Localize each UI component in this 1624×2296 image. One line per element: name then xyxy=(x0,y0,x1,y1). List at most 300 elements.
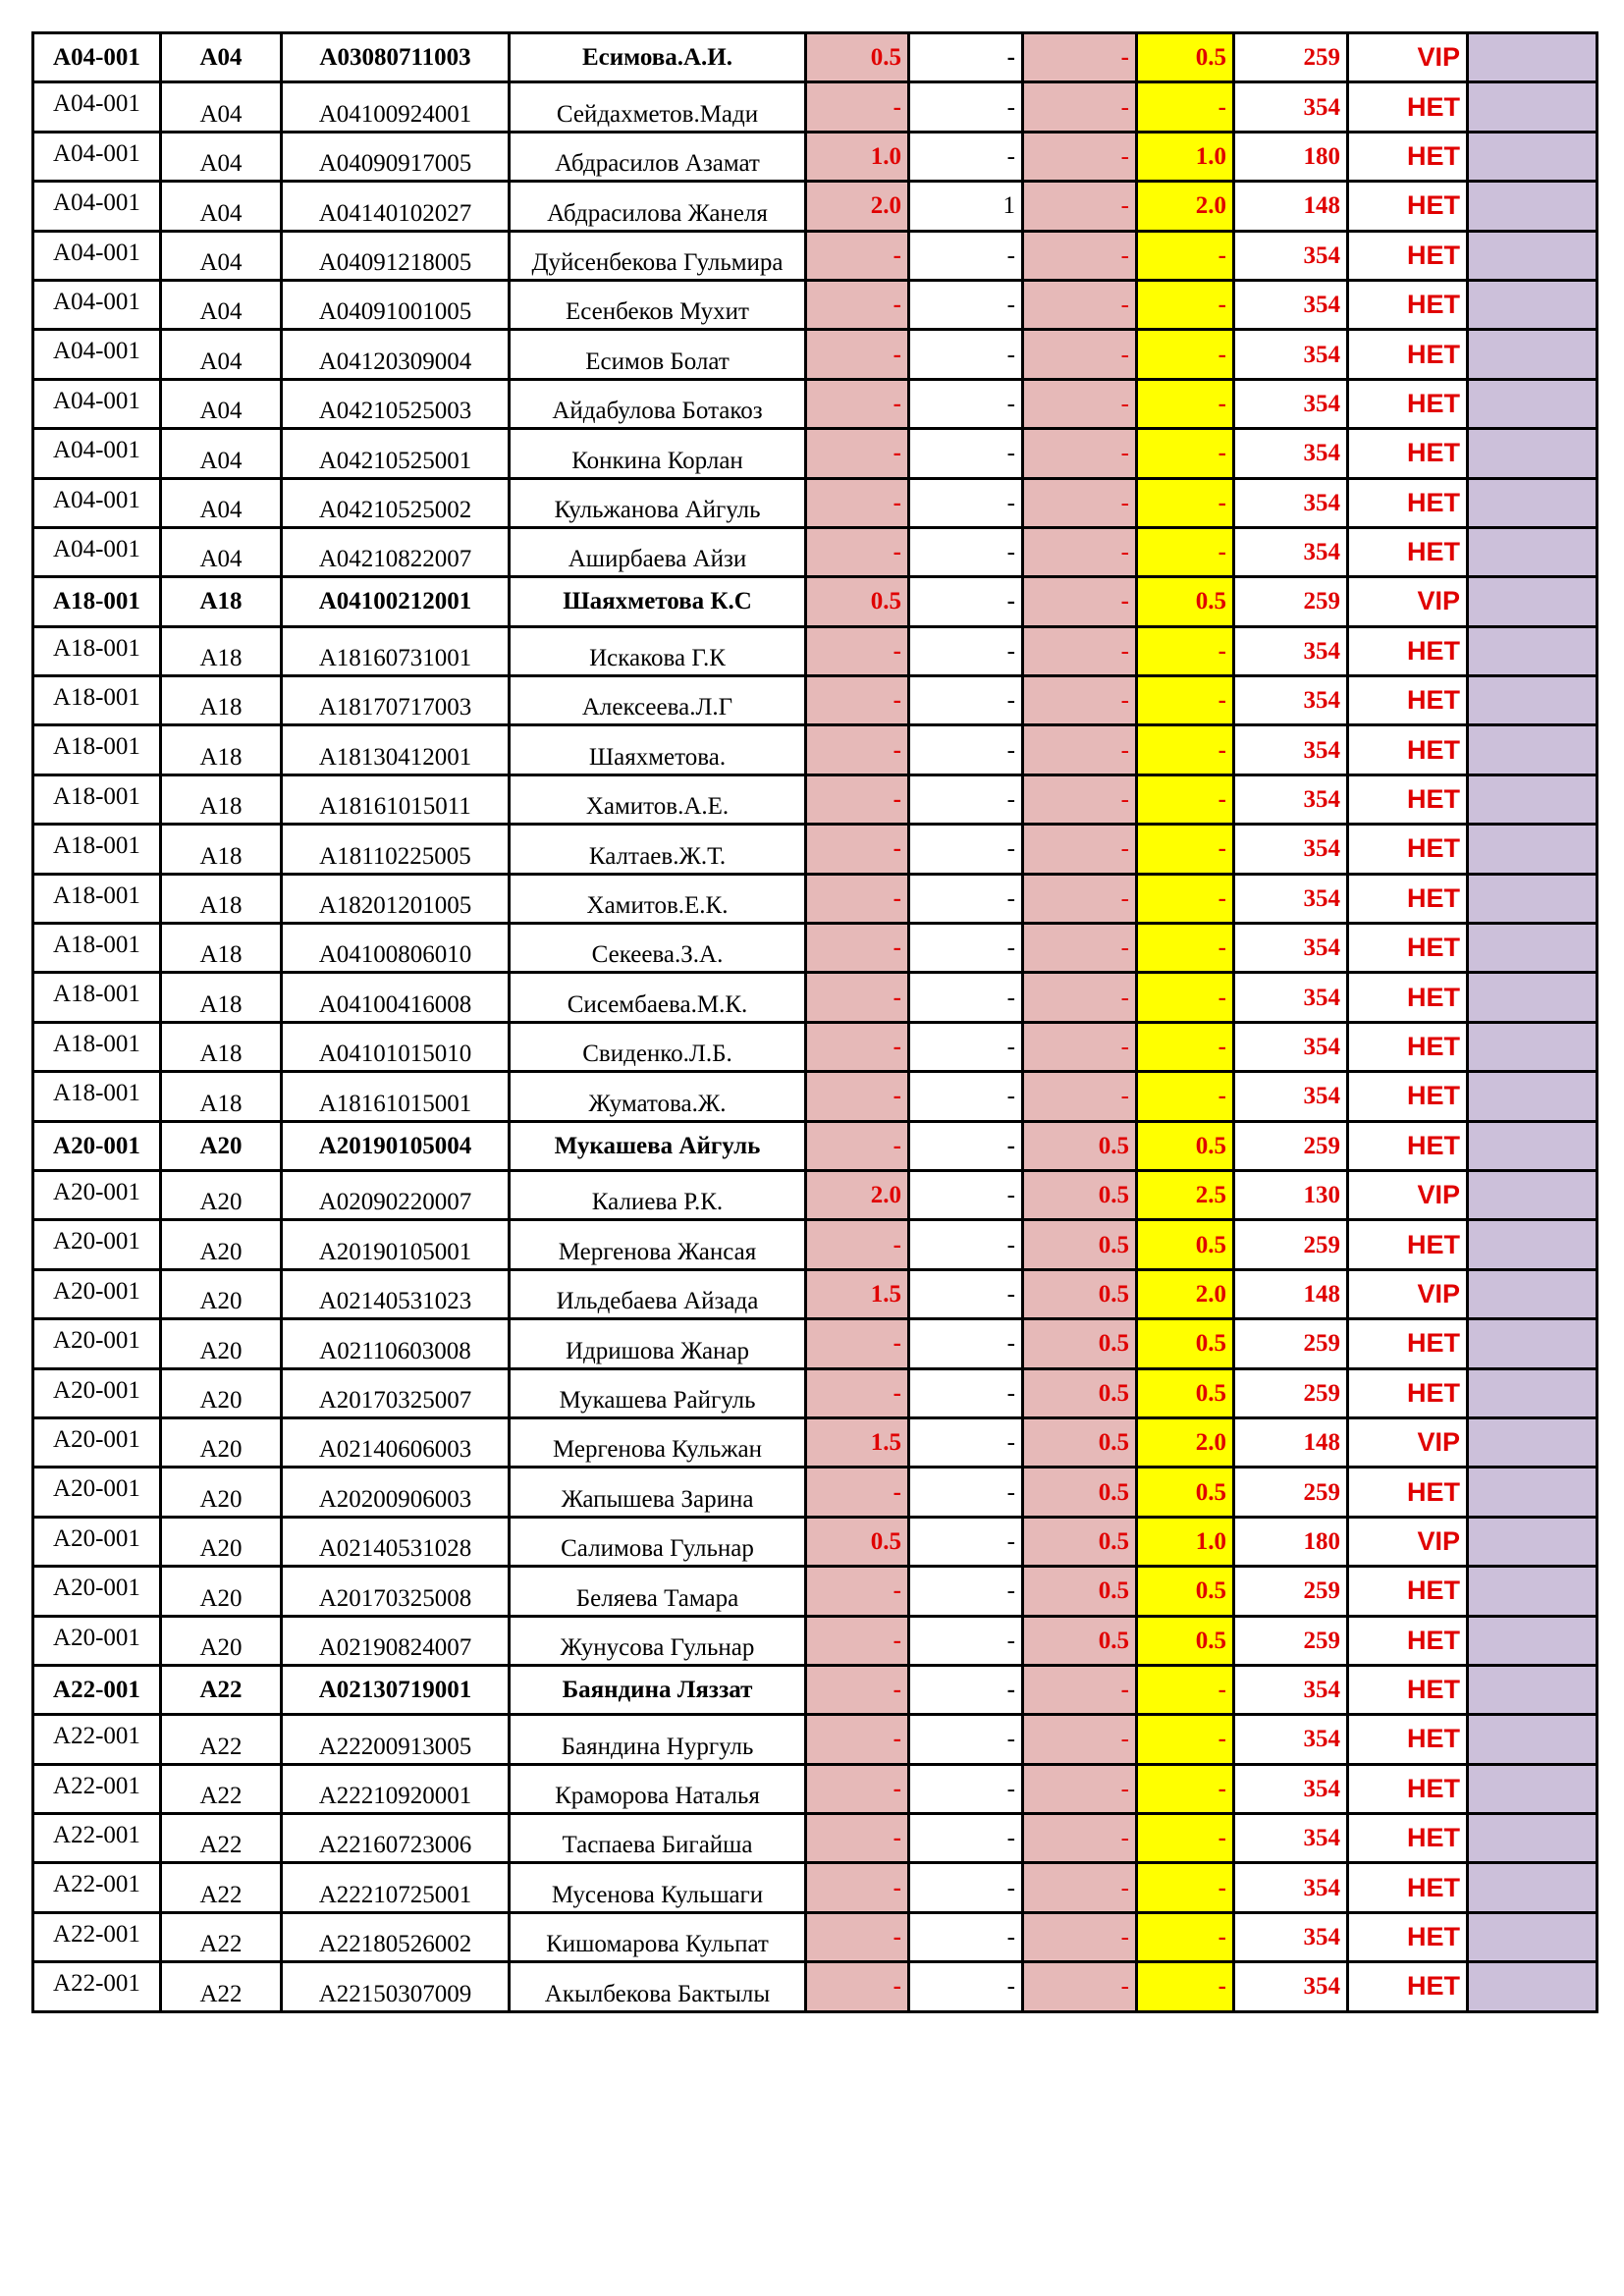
table-row xyxy=(33,577,1597,626)
status-cell: НЕТ xyxy=(1348,1616,1468,1665)
table-row xyxy=(33,1072,1597,1121)
group-cell: A22-001 xyxy=(33,1715,161,1764)
status-cell: НЕТ xyxy=(1348,1022,1468,1071)
status-cell: НЕТ xyxy=(1348,924,1468,973)
empty-cell xyxy=(1468,1764,1597,1813)
value-2-cell: - xyxy=(909,1863,1023,1912)
value-4-cell: - xyxy=(1137,1665,1234,1714)
name-cell: Дуйсенбекова Гульмира xyxy=(510,231,806,280)
value-3-cell: - xyxy=(1023,280,1137,329)
count-cell: 354 xyxy=(1234,82,1348,132)
table-row xyxy=(33,280,1597,329)
group-cell: A18-001 xyxy=(33,874,161,923)
status-cell: НЕТ xyxy=(1348,973,1468,1022)
value-2-cell: - xyxy=(909,1319,1023,1368)
value-3-cell: - xyxy=(1023,725,1137,774)
code-cell: A22 xyxy=(161,1863,282,1912)
count-cell: 259 xyxy=(1234,1319,1348,1368)
code-cell: A20 xyxy=(161,1517,282,1566)
value-2-cell: - xyxy=(909,1567,1023,1616)
value-2-cell: - xyxy=(909,1220,1023,1269)
empty-cell xyxy=(1468,1912,1597,1961)
value-2-cell: - xyxy=(909,774,1023,824)
value-1-cell: - xyxy=(806,280,909,329)
empty-cell xyxy=(1468,1022,1597,1071)
value-2-cell: - xyxy=(909,1912,1023,1961)
group-cell: A04-001 xyxy=(33,182,161,231)
value-1-cell: 0.5 xyxy=(806,1517,909,1566)
table-row xyxy=(33,1417,1597,1467)
value-3-cell: - xyxy=(1023,1962,1137,2011)
status-cell: НЕТ xyxy=(1348,725,1468,774)
code-cell: A22 xyxy=(161,1665,282,1714)
code-cell: A18 xyxy=(161,1022,282,1071)
name-cell: Жунусова Гульнар xyxy=(510,1616,806,1665)
table-row xyxy=(33,825,1597,874)
table-row xyxy=(33,182,1597,231)
status-cell: VIP xyxy=(1348,33,1468,82)
code-cell: A04 xyxy=(161,379,282,428)
value-3-cell: - xyxy=(1023,82,1137,132)
status-cell: НЕТ xyxy=(1348,1814,1468,1863)
code-cell: A20 xyxy=(161,1269,282,1318)
table-row xyxy=(33,1715,1597,1764)
id-cell: A04210525003 xyxy=(282,379,510,428)
empty-cell xyxy=(1468,280,1597,329)
value-4-cell: - xyxy=(1137,379,1234,428)
group-cell: A22-001 xyxy=(33,1863,161,1912)
value-3-cell: - xyxy=(1023,774,1137,824)
value-4-cell: - xyxy=(1137,1022,1234,1071)
id-cell: A02140531023 xyxy=(282,1269,510,1318)
id-cell: A02110603008 xyxy=(282,1319,510,1368)
table-row xyxy=(33,379,1597,428)
name-cell: Кульжанова Айгуль xyxy=(510,478,806,527)
code-cell: A22 xyxy=(161,1764,282,1813)
code-cell: A20 xyxy=(161,1121,282,1170)
value-1-cell: 0.5 xyxy=(806,577,909,626)
count-cell: 354 xyxy=(1234,231,1348,280)
id-cell: A02190824007 xyxy=(282,1616,510,1665)
group-cell: A22-001 xyxy=(33,1665,161,1714)
value-4-cell: - xyxy=(1137,82,1234,132)
count-cell: 180 xyxy=(1234,1517,1348,1566)
empty-cell xyxy=(1468,1368,1597,1417)
group-cell: A18-001 xyxy=(33,676,161,725)
value-3-cell: 0.5 xyxy=(1023,1517,1137,1566)
table-row xyxy=(33,1912,1597,1961)
status-cell: НЕТ xyxy=(1348,1715,1468,1764)
empty-cell xyxy=(1468,1517,1597,1566)
status-cell: НЕТ xyxy=(1348,1121,1468,1170)
value-1-cell: 1.5 xyxy=(806,1269,909,1318)
count-cell: 259 xyxy=(1234,1220,1348,1269)
value-2-cell: - xyxy=(909,725,1023,774)
value-3-cell: 0.5 xyxy=(1023,1220,1137,1269)
value-3-cell: - xyxy=(1023,182,1137,231)
value-1-cell: - xyxy=(806,429,909,478)
table-row xyxy=(33,973,1597,1022)
value-2-cell: - xyxy=(909,1269,1023,1318)
code-cell: A18 xyxy=(161,725,282,774)
value-4-cell: 0.5 xyxy=(1137,1121,1234,1170)
id-cell: A02130719001 xyxy=(282,1665,510,1714)
group-cell: A20-001 xyxy=(33,1468,161,1517)
value-3-cell: 0.5 xyxy=(1023,1417,1137,1467)
value-2-cell: - xyxy=(909,1962,1023,2011)
status-cell: НЕТ xyxy=(1348,429,1468,478)
value-4-cell: 0.5 xyxy=(1137,1319,1234,1368)
value-4-cell: - xyxy=(1137,1863,1234,1912)
empty-cell xyxy=(1468,1863,1597,1912)
status-cell: НЕТ xyxy=(1348,1072,1468,1121)
value-3-cell: - xyxy=(1023,973,1137,1022)
value-4-cell: 0.5 xyxy=(1137,1220,1234,1269)
status-cell: НЕТ xyxy=(1348,774,1468,824)
value-4-cell: - xyxy=(1137,527,1234,576)
id-cell: A03080711003 xyxy=(282,33,510,82)
status-cell: НЕТ xyxy=(1348,231,1468,280)
name-cell: Абдрасилова Жанеля xyxy=(510,182,806,231)
group-cell: A20-001 xyxy=(33,1170,161,1219)
value-4-cell: - xyxy=(1137,774,1234,824)
code-cell: A04 xyxy=(161,280,282,329)
group-cell: A18-001 xyxy=(33,725,161,774)
id-cell: A18170717003 xyxy=(282,676,510,725)
code-cell: A04 xyxy=(161,182,282,231)
id-cell: A04100212001 xyxy=(282,577,510,626)
empty-cell xyxy=(1468,1121,1597,1170)
empty-cell xyxy=(1468,1072,1597,1121)
empty-cell xyxy=(1468,330,1597,379)
value-2-cell: - xyxy=(909,478,1023,527)
id-cell: A18201201005 xyxy=(282,874,510,923)
group-cell: A04-001 xyxy=(33,527,161,576)
value-1-cell: - xyxy=(806,1616,909,1665)
value-2-cell: - xyxy=(909,429,1023,478)
value-1-cell: 1.0 xyxy=(806,132,909,181)
value-1-cell: - xyxy=(806,478,909,527)
status-cell: VIP xyxy=(1348,1517,1468,1566)
id-cell: A04100806010 xyxy=(282,924,510,973)
table-row xyxy=(33,924,1597,973)
name-cell: Секеева.З.А. xyxy=(510,924,806,973)
empty-cell xyxy=(1468,973,1597,1022)
name-cell: Мусенова Кульшаги xyxy=(510,1863,806,1912)
status-cell: VIP xyxy=(1348,1170,1468,1219)
value-1-cell: 0.5 xyxy=(806,33,909,82)
group-cell: A18-001 xyxy=(33,626,161,675)
name-cell: Хамитов.Е.К. xyxy=(510,874,806,923)
value-3-cell: 0.5 xyxy=(1023,1269,1137,1318)
count-cell: 180 xyxy=(1234,132,1348,181)
status-cell: НЕТ xyxy=(1348,825,1468,874)
value-2-cell: - xyxy=(909,973,1023,1022)
value-2-cell: - xyxy=(909,231,1023,280)
name-cell: Абдрасилов Азамат xyxy=(510,132,806,181)
id-cell: A20170325008 xyxy=(282,1567,510,1616)
value-3-cell: - xyxy=(1023,1912,1137,1961)
code-cell: A04 xyxy=(161,330,282,379)
id-cell: A04210525002 xyxy=(282,478,510,527)
name-cell: Мукашева Райгуль xyxy=(510,1368,806,1417)
id-cell: A04120309004 xyxy=(282,330,510,379)
empty-cell xyxy=(1468,82,1597,132)
value-2-cell: - xyxy=(909,1121,1023,1170)
code-cell: A04 xyxy=(161,33,282,82)
code-cell: A20 xyxy=(161,1567,282,1616)
value-1-cell: - xyxy=(806,626,909,675)
value-2-cell: - xyxy=(909,1814,1023,1863)
id-cell: A04210822007 xyxy=(282,527,510,576)
table-row xyxy=(33,1962,1597,2011)
table-row xyxy=(33,1814,1597,1863)
empty-cell xyxy=(1468,1170,1597,1219)
value-4-cell: - xyxy=(1137,231,1234,280)
count-cell: 259 xyxy=(1234,1368,1348,1417)
count-cell: 354 xyxy=(1234,429,1348,478)
value-3-cell: - xyxy=(1023,1863,1137,1912)
code-cell: A20 xyxy=(161,1220,282,1269)
table-row xyxy=(33,1220,1597,1269)
table-row xyxy=(33,725,1597,774)
group-cell: A22-001 xyxy=(33,1912,161,1961)
count-cell: 259 xyxy=(1234,1121,1348,1170)
value-2-cell: - xyxy=(909,1468,1023,1517)
value-4-cell: 0.5 xyxy=(1137,1468,1234,1517)
code-cell: A04 xyxy=(161,478,282,527)
value-1-cell: - xyxy=(806,1764,909,1813)
value-4-cell: - xyxy=(1137,280,1234,329)
name-cell: Шаяхметова. xyxy=(510,725,806,774)
code-cell: A18 xyxy=(161,676,282,725)
table-row xyxy=(33,1517,1597,1566)
count-cell: 354 xyxy=(1234,825,1348,874)
value-1-cell: - xyxy=(806,330,909,379)
table-row xyxy=(33,874,1597,923)
value-1-cell: - xyxy=(806,1863,909,1912)
name-cell: Конкина Корлан xyxy=(510,429,806,478)
value-2-cell: - xyxy=(909,1170,1023,1219)
value-3-cell: 0.5 xyxy=(1023,1616,1137,1665)
name-cell: Айдабулова Ботакоз xyxy=(510,379,806,428)
empty-cell xyxy=(1468,527,1597,576)
empty-cell xyxy=(1468,1417,1597,1467)
value-4-cell: - xyxy=(1137,478,1234,527)
empty-cell xyxy=(1468,874,1597,923)
value-4-cell: - xyxy=(1137,1912,1234,1961)
code-cell: A18 xyxy=(161,973,282,1022)
empty-cell xyxy=(1468,1468,1597,1517)
id-cell: A04100416008 xyxy=(282,973,510,1022)
value-4-cell: - xyxy=(1137,676,1234,725)
group-cell: A20-001 xyxy=(33,1269,161,1318)
name-cell: Идришова Жанар xyxy=(510,1319,806,1368)
status-cell: НЕТ xyxy=(1348,280,1468,329)
status-cell: НЕТ xyxy=(1348,82,1468,132)
status-cell: НЕТ xyxy=(1348,1764,1468,1813)
id-cell: A04140102027 xyxy=(282,182,510,231)
status-cell: НЕТ xyxy=(1348,527,1468,576)
value-3-cell: - xyxy=(1023,676,1137,725)
status-cell: НЕТ xyxy=(1348,1863,1468,1912)
id-cell: A02140531028 xyxy=(282,1517,510,1566)
code-cell: A20 xyxy=(161,1170,282,1219)
value-2-cell: - xyxy=(909,1022,1023,1071)
code-cell: A04 xyxy=(161,132,282,181)
value-2-cell: - xyxy=(909,924,1023,973)
empty-cell xyxy=(1468,725,1597,774)
status-cell: НЕТ xyxy=(1348,1319,1468,1368)
name-cell: Сейдахметов.Мади xyxy=(510,82,806,132)
value-2-cell: - xyxy=(909,132,1023,181)
count-cell: 354 xyxy=(1234,1665,1348,1714)
value-1-cell: - xyxy=(806,725,909,774)
group-cell: A04-001 xyxy=(33,82,161,132)
name-cell: Калиева Р.К. xyxy=(510,1170,806,1219)
value-3-cell: 0.5 xyxy=(1023,1468,1137,1517)
empty-cell xyxy=(1468,1814,1597,1863)
value-3-cell: 0.5 xyxy=(1023,1368,1137,1417)
group-cell: A04-001 xyxy=(33,280,161,329)
count-cell: 354 xyxy=(1234,774,1348,824)
value-3-cell: - xyxy=(1023,33,1137,82)
value-2-cell: - xyxy=(909,1517,1023,1566)
value-4-cell: 2.5 xyxy=(1137,1170,1234,1219)
value-4-cell: 0.5 xyxy=(1137,1567,1234,1616)
count-cell: 354 xyxy=(1234,1715,1348,1764)
value-4-cell: - xyxy=(1137,825,1234,874)
table-row xyxy=(33,1863,1597,1912)
code-cell: A20 xyxy=(161,1468,282,1517)
count-cell: 354 xyxy=(1234,379,1348,428)
value-4-cell: 0.5 xyxy=(1137,577,1234,626)
table-row xyxy=(33,1170,1597,1219)
group-cell: A04-001 xyxy=(33,330,161,379)
name-cell: Салимова Гульнар xyxy=(510,1517,806,1566)
id-cell: A02140606003 xyxy=(282,1417,510,1467)
status-cell: НЕТ xyxy=(1348,1468,1468,1517)
group-cell: A22-001 xyxy=(33,1962,161,2011)
status-cell: НЕТ xyxy=(1348,330,1468,379)
value-4-cell: - xyxy=(1137,1072,1234,1121)
value-3-cell: - xyxy=(1023,478,1137,527)
value-1-cell: 2.0 xyxy=(806,1170,909,1219)
value-4-cell: - xyxy=(1137,1962,1234,2011)
name-cell: Баяндина Ляззат xyxy=(510,1665,806,1714)
group-cell: A20-001 xyxy=(33,1517,161,1566)
id-cell: A20200906003 xyxy=(282,1468,510,1517)
value-1-cell: - xyxy=(806,874,909,923)
table-row xyxy=(33,82,1597,132)
value-3-cell: - xyxy=(1023,825,1137,874)
count-cell: 259 xyxy=(1234,33,1348,82)
empty-cell xyxy=(1468,33,1597,82)
value-2-cell: - xyxy=(909,1764,1023,1813)
value-1-cell: - xyxy=(806,379,909,428)
name-cell: Есимов Болат xyxy=(510,330,806,379)
value-4-cell: 0.5 xyxy=(1137,33,1234,82)
value-2-cell: - xyxy=(909,874,1023,923)
code-cell: A18 xyxy=(161,825,282,874)
value-1-cell: - xyxy=(806,774,909,824)
status-cell: НЕТ xyxy=(1348,676,1468,725)
group-cell: A18-001 xyxy=(33,825,161,874)
group-cell: A18-001 xyxy=(33,1022,161,1071)
count-cell: 354 xyxy=(1234,924,1348,973)
group-cell: A22-001 xyxy=(33,1814,161,1863)
empty-cell xyxy=(1468,429,1597,478)
id-cell: A04090917005 xyxy=(282,132,510,181)
value-4-cell: 2.0 xyxy=(1137,1417,1234,1467)
name-cell: Есенбеков Мухит xyxy=(510,280,806,329)
count-cell: 354 xyxy=(1234,1072,1348,1121)
group-cell: A20-001 xyxy=(33,1567,161,1616)
status-cell: НЕТ xyxy=(1348,379,1468,428)
count-cell: 259 xyxy=(1234,1567,1348,1616)
table-row xyxy=(33,1269,1597,1318)
value-2-cell: - xyxy=(909,527,1023,576)
value-3-cell: - xyxy=(1023,626,1137,675)
empty-cell xyxy=(1468,1616,1597,1665)
name-cell: Жуматова.Ж. xyxy=(510,1072,806,1121)
group-cell: A20-001 xyxy=(33,1121,161,1170)
count-cell: 354 xyxy=(1234,1814,1348,1863)
empty-cell xyxy=(1468,1567,1597,1616)
value-2-cell: - xyxy=(909,577,1023,626)
value-2-cell: - xyxy=(909,1417,1023,1467)
value-4-cell: 0.5 xyxy=(1137,1368,1234,1417)
code-cell: A18 xyxy=(161,774,282,824)
value-4-cell: 2.0 xyxy=(1137,1269,1234,1318)
table-row xyxy=(33,1022,1597,1071)
code-cell: A22 xyxy=(161,1814,282,1863)
status-cell: НЕТ xyxy=(1348,1962,1468,2011)
value-2-cell: 1 xyxy=(909,182,1023,231)
status-cell: НЕТ xyxy=(1348,132,1468,181)
value-2-cell: - xyxy=(909,676,1023,725)
id-cell: A20190105004 xyxy=(282,1121,510,1170)
count-cell: 354 xyxy=(1234,676,1348,725)
id-cell: A04091001005 xyxy=(282,280,510,329)
count-cell: 259 xyxy=(1234,1616,1348,1665)
id-cell: A18130412001 xyxy=(282,725,510,774)
data-table xyxy=(31,31,1598,2013)
value-3-cell: - xyxy=(1023,1665,1137,1714)
value-4-cell: - xyxy=(1137,1814,1234,1863)
table-row xyxy=(33,1616,1597,1665)
status-cell: НЕТ xyxy=(1348,1368,1468,1417)
value-2-cell: - xyxy=(909,330,1023,379)
group-cell: A20-001 xyxy=(33,1417,161,1467)
value-3-cell: - xyxy=(1023,429,1137,478)
code-cell: A20 xyxy=(161,1368,282,1417)
value-3-cell: - xyxy=(1023,231,1137,280)
count-cell: 148 xyxy=(1234,1269,1348,1318)
name-cell: Акылбекова Бактылы xyxy=(510,1962,806,2011)
status-cell: НЕТ xyxy=(1348,1912,1468,1961)
value-3-cell: - xyxy=(1023,1022,1137,1071)
table-row xyxy=(33,478,1597,527)
value-1-cell: - xyxy=(806,1022,909,1071)
name-cell: Калтаев.Ж.Т. xyxy=(510,825,806,874)
count-cell: 354 xyxy=(1234,330,1348,379)
code-cell: A04 xyxy=(161,231,282,280)
value-3-cell: 0.5 xyxy=(1023,1567,1137,1616)
id-cell: A20170325007 xyxy=(282,1368,510,1417)
value-1-cell: - xyxy=(806,1220,909,1269)
empty-cell xyxy=(1468,924,1597,973)
